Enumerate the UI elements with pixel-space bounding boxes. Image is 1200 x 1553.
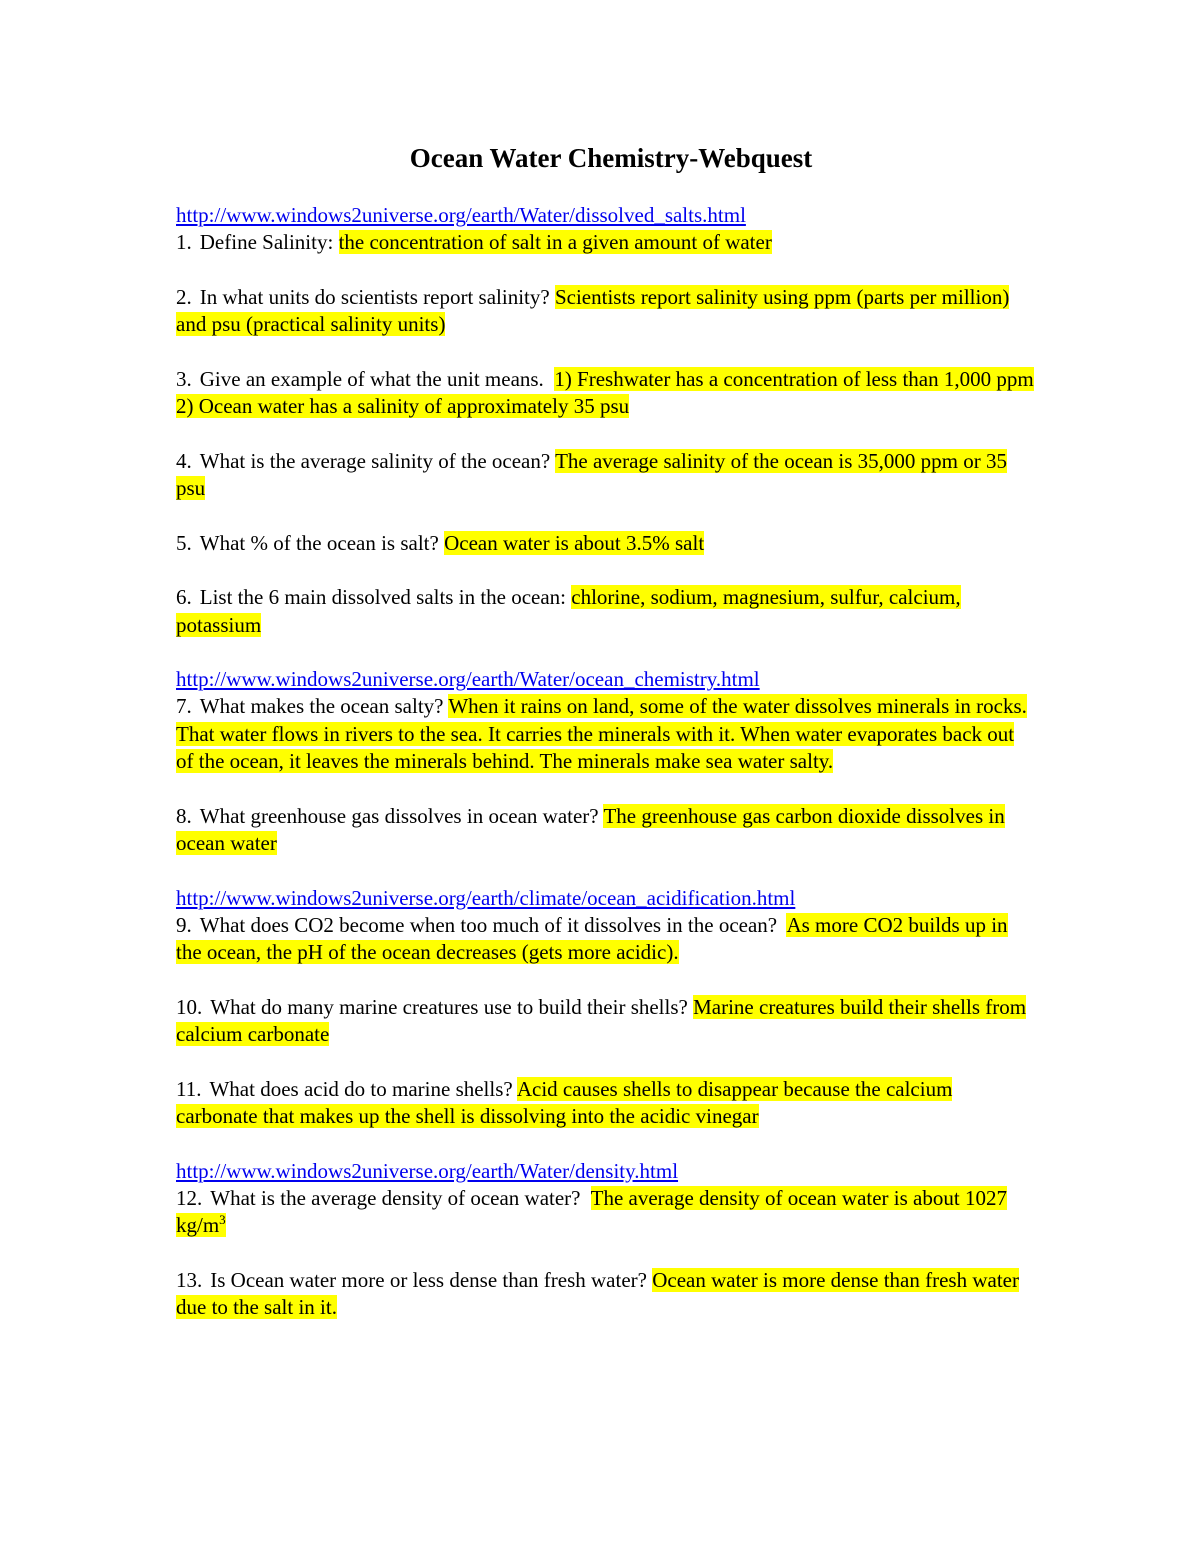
answer-text: As more CO2 builds up in the ocean, the pH of the ocean decreases (gets more acidic). bbox=[176, 912, 1008, 964]
question-text: Define Salinity: bbox=[199, 230, 334, 254]
question-12 bbox=[176, 1185, 1036, 1240]
question-text: What % of the ocean is salt? bbox=[199, 530, 439, 555]
question-text: What does acid do to marine shells? bbox=[209, 1076, 513, 1101]
answer-text: the concentration of salt in a given amount of water bbox=[338, 230, 772, 254]
question-5 bbox=[176, 530, 1036, 558]
question-text: What is the average salinity of the ocean? bbox=[199, 448, 551, 473]
question-3 bbox=[176, 366, 1036, 421]
question-number: 10. bbox=[176, 994, 203, 1019]
answer-text: The greenhouse gas carbon dioxide dissolves in ocean water bbox=[176, 803, 1005, 855]
question-number: 7. bbox=[176, 694, 192, 718]
question-text: In what units do scientists report salinity? bbox=[199, 284, 550, 309]
question-9 bbox=[176, 912, 1036, 967]
question-text: Is Ocean water more or less dense than fresh water? bbox=[210, 1267, 647, 1292]
question-number: 4. bbox=[176, 448, 192, 473]
link-density[interactable]: http://www.windows2universe.org/earth/Water/density.html bbox=[176, 1158, 679, 1183]
question-number: 1. bbox=[176, 230, 192, 254]
answer-text: Scientists report salinity using ppm (parts per million) and psu (practical salinity units) bbox=[176, 284, 1010, 336]
question-13 bbox=[176, 1267, 1036, 1322]
answer-text: The average salinity of the ocean is 35,000 ppm or 35 psu bbox=[176, 448, 1008, 500]
question-text: List the 6 main dissolved salts in the ocean: bbox=[199, 585, 567, 609]
question-text: Give an example of what the unit means. bbox=[199, 366, 544, 391]
answer-text: 1) Freshwater has a concentration of less than 1,000 ppm 2) Ocean water has a salinity of approximately 35 psu bbox=[176, 366, 1034, 418]
question-number: 11. bbox=[176, 1076, 202, 1101]
question-number: 9. bbox=[176, 912, 192, 937]
question-text: What makes the ocean salty? bbox=[199, 694, 444, 718]
link-dissolved-salts[interactable]: http://www.windows2universe.org/earth/Water/dissolved_salts.html bbox=[176, 203, 746, 227]
answer-text: chlorine, sodium, magnesium, sulfur, calcium, potassium bbox=[176, 585, 961, 637]
question-text: What is the average density of ocean water? bbox=[210, 1185, 581, 1210]
question-8 bbox=[176, 803, 1036, 858]
question-number: 6. bbox=[176, 585, 192, 609]
answer-text: Ocean water is about 3.5% salt bbox=[444, 530, 705, 555]
question-text: What greenhouse gas dissolves in ocean water? bbox=[199, 803, 599, 828]
answer-text: Marine creatures build their shells from calcium carbonate bbox=[176, 994, 1027, 1046]
answer-text: Acid causes shells to disappear because the calcium carbonate that makes up the shell is dissolving into the acidic vinegar bbox=[176, 1076, 953, 1128]
link-ocean-chemistry[interactable]: http://www.windows2universe.org/earth/Water/ocean_chemistry.html bbox=[176, 667, 760, 691]
page-title: Ocean Water Chemistry-Webquest bbox=[409, 143, 813, 173]
question-number: 12. bbox=[176, 1185, 203, 1210]
answer-text: When it rains on land, some of the water dissolves minerals in rocks. That water flows in rivers to the sea. It carries the minerals with it. When water evaporates back out of the ocean, it leaves the minerals behind. The minerals make sea water salty. bbox=[176, 694, 1027, 773]
question-2 bbox=[176, 284, 1036, 339]
question-1 bbox=[176, 229, 1036, 257]
answer-text-main: The average density of ocean water is about 1027 kg/m bbox=[176, 1185, 1007, 1237]
question-10 bbox=[176, 994, 1036, 1049]
question-7 bbox=[176, 693, 1036, 776]
question-number: 2. bbox=[176, 284, 192, 309]
question-text: What does CO2 become when too much of it dissolves in the ocean? bbox=[199, 912, 778, 937]
question-number: 13. bbox=[176, 1267, 203, 1292]
answer-superscript: 3 bbox=[219, 1212, 226, 1227]
question-number: 8. bbox=[176, 803, 192, 828]
question-text: What do many marine creatures use to build their shells? bbox=[210, 994, 688, 1019]
question-11 bbox=[176, 1076, 1036, 1131]
question-4 bbox=[176, 448, 1036, 503]
answer-text: Ocean water is more dense than fresh water due to the salt in it. bbox=[176, 1267, 1019, 1319]
worksheet-page bbox=[176, 140, 1036, 1349]
question-6 bbox=[176, 584, 1036, 639]
question-number: 3. bbox=[176, 366, 192, 391]
link-ocean-acidification[interactable]: http://www.windows2universe.org/earth/climate/ocean_acidification.html bbox=[176, 885, 796, 910]
question-number: 5. bbox=[176, 530, 192, 555]
